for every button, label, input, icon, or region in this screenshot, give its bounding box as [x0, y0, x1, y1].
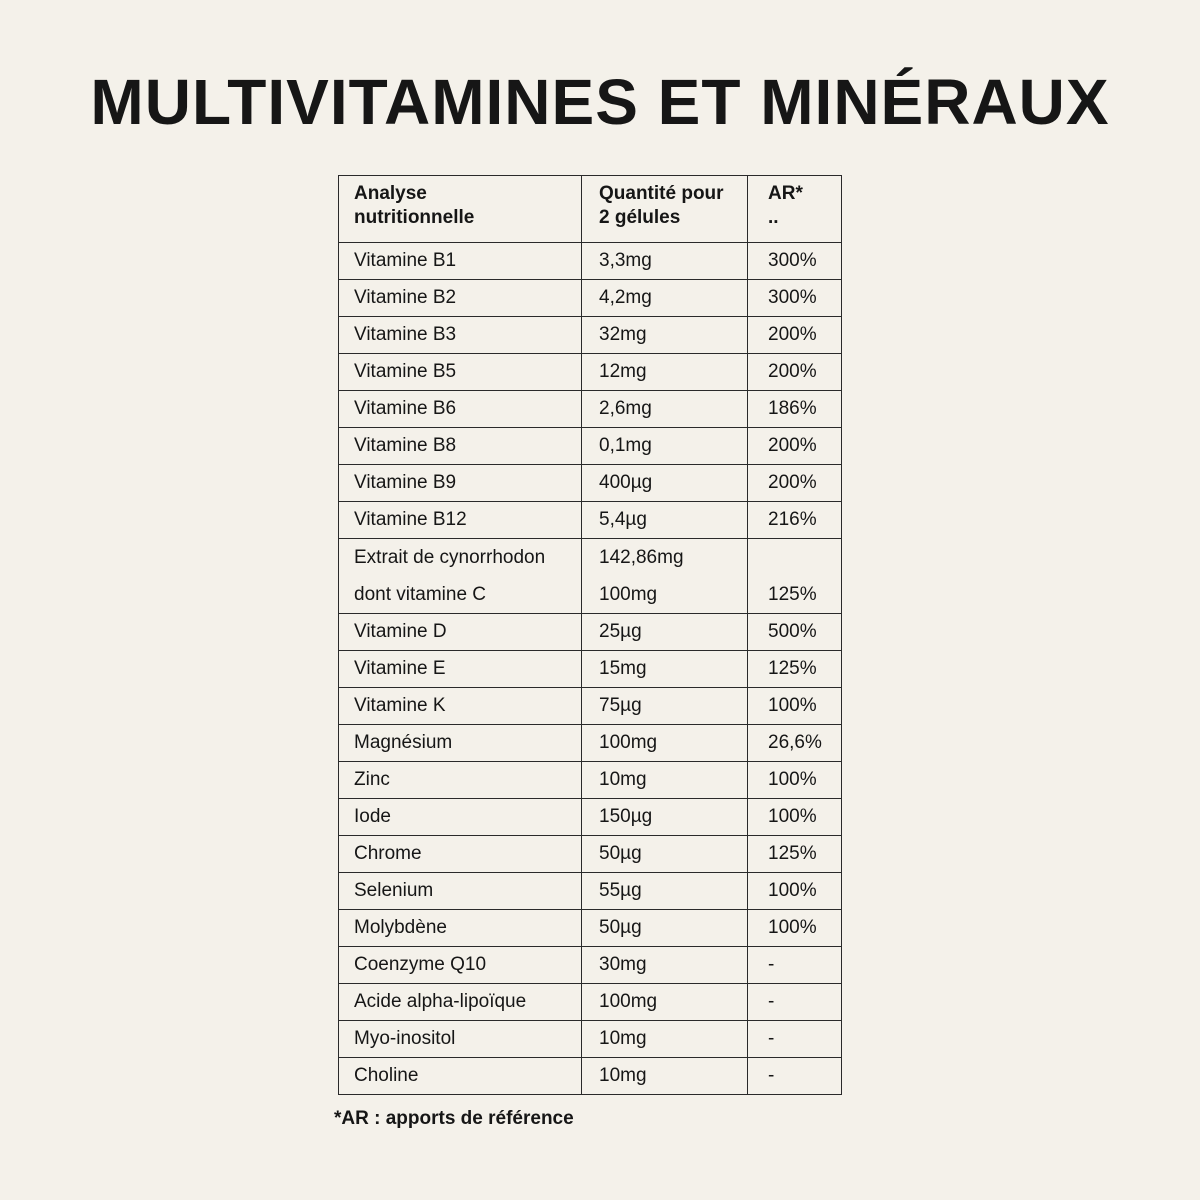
- table-row-double: [339, 539, 842, 614]
- nutrient-name: Magnésium: [339, 725, 582, 762]
- header-ar: AR* ..: [748, 176, 842, 243]
- table-row: [339, 651, 842, 688]
- nutrient-quantity: 4,2mg: [582, 280, 748, 317]
- table-row: [339, 317, 842, 354]
- table-row: [339, 910, 842, 947]
- nutrient-ar: 200%: [748, 428, 842, 465]
- nutrient-name: Vitamine B1: [339, 243, 582, 280]
- nutrient-quantity: 32mg: [582, 317, 748, 354]
- table-row: [339, 280, 842, 317]
- table-row: [339, 873, 842, 910]
- nutrient-ar: 300%: [748, 243, 842, 280]
- header-analysis: Analyse nutritionnelle: [339, 176, 582, 243]
- nutrient-quantity: 12mg: [582, 354, 748, 391]
- table-row: [339, 243, 842, 280]
- table-row: [339, 428, 842, 465]
- nutrient-ar: 300%: [748, 280, 842, 317]
- table-row: [339, 762, 842, 799]
- nutrient-quantity: 10mg: [582, 762, 748, 799]
- nutrient-quantity: 3,3mg: [582, 243, 748, 280]
- nutrient-quantity: 5,4µg: [582, 502, 748, 539]
- table-header-row: [339, 176, 842, 243]
- nutrient-ar: 100%: [748, 910, 842, 947]
- nutrient-ar: 200%: [748, 465, 842, 502]
- table-row: [339, 465, 842, 502]
- nutrient-name: Vitamine B5: [339, 354, 582, 391]
- nutrient-quantity: 142,86mg 100mg: [582, 539, 748, 614]
- nutrient-name: Extrait de cynorrhodon dont vitamine C: [339, 539, 582, 614]
- table-row: [339, 391, 842, 428]
- table-row: [339, 354, 842, 391]
- table-row: [339, 984, 842, 1021]
- nutrient-name: Molybdène: [339, 910, 582, 947]
- nutrient-name: Vitamine B9: [339, 465, 582, 502]
- nutrient-ar: 100%: [748, 688, 842, 725]
- nutrient-quantity: 15mg: [582, 651, 748, 688]
- nutrient-name: Vitamine B8: [339, 428, 582, 465]
- nutrient-quantity: 10mg: [582, 1058, 748, 1095]
- nutrient-name: Myo-inositol: [339, 1021, 582, 1058]
- nutrient-quantity: 100mg: [582, 725, 748, 762]
- nutrient-name: Coenzyme Q10: [339, 947, 582, 984]
- nutrient-quantity: 100mg: [582, 984, 748, 1021]
- nutrient-ar: 186%: [748, 391, 842, 428]
- nutrient-quantity: 30mg: [582, 947, 748, 984]
- nutrient-name: Vitamine B12: [339, 502, 582, 539]
- table-row: [339, 947, 842, 984]
- nutrient-ar: 100%: [748, 873, 842, 910]
- nutrient-ar: 100%: [748, 762, 842, 799]
- nutrient-name: Acide alpha-lipoïque: [339, 984, 582, 1021]
- table-row: [339, 799, 842, 836]
- nutrient-name: Iode: [339, 799, 582, 836]
- nutrient-quantity: 10mg: [582, 1021, 748, 1058]
- nutrient-name: Selenium: [339, 873, 582, 910]
- nutrient-name: Vitamine B6: [339, 391, 582, 428]
- table-row: [339, 725, 842, 762]
- nutrient-quantity: 25µg: [582, 614, 748, 651]
- nutrient-name: Vitamine K: [339, 688, 582, 725]
- table-row: [339, 688, 842, 725]
- table-row: [339, 502, 842, 539]
- nutrient-quantity: 55µg: [582, 873, 748, 910]
- nutrient-name: Zinc: [339, 762, 582, 799]
- nutrient-name: Vitamine E: [339, 651, 582, 688]
- table-row: [339, 614, 842, 651]
- nutrient-ar: 200%: [748, 354, 842, 391]
- footnote: *AR : apports de référence: [334, 1108, 574, 1129]
- nutrient-ar: 125%: [748, 836, 842, 873]
- table-row: [339, 1021, 842, 1058]
- table-row: [339, 1058, 842, 1095]
- nutrient-name: Vitamine B2: [339, 280, 582, 317]
- table-row: [339, 836, 842, 873]
- nutrient-ar: 125%: [748, 651, 842, 688]
- page-title: MULTIVITAMINES ET MINÉRAUX: [90, 66, 1110, 138]
- nutrient-ar: 200%: [748, 317, 842, 354]
- nutrient-quantity: 2,6mg: [582, 391, 748, 428]
- nutrient-ar: -: [748, 1021, 842, 1058]
- nutrient-ar: -: [748, 947, 842, 984]
- nutrition-table: [338, 175, 842, 1095]
- nutrient-name: Vitamine D: [339, 614, 582, 651]
- nutrient-ar: 500%: [748, 614, 842, 651]
- nutrient-name: Vitamine B3: [339, 317, 582, 354]
- nutrient-ar: -: [748, 1058, 842, 1095]
- nutrient-quantity: 400µg: [582, 465, 748, 502]
- header-quantity: Quantité pour 2 gélules: [582, 176, 748, 243]
- nutrient-ar: 100%: [748, 799, 842, 836]
- nutrient-name: Chrome: [339, 836, 582, 873]
- nutrient-ar: 125%: [748, 539, 842, 614]
- nutrient-quantity: 75µg: [582, 688, 748, 725]
- nutrient-name: Choline: [339, 1058, 582, 1095]
- nutrient-ar: 216%: [748, 502, 842, 539]
- nutrient-quantity: 150µg: [582, 799, 748, 836]
- nutrient-quantity: 50µg: [582, 836, 748, 873]
- nutrient-quantity: 50µg: [582, 910, 748, 947]
- nutrient-ar: 26,6%: [748, 725, 842, 762]
- nutrient-ar: -: [748, 984, 842, 1021]
- nutrient-quantity: 0,1mg: [582, 428, 748, 465]
